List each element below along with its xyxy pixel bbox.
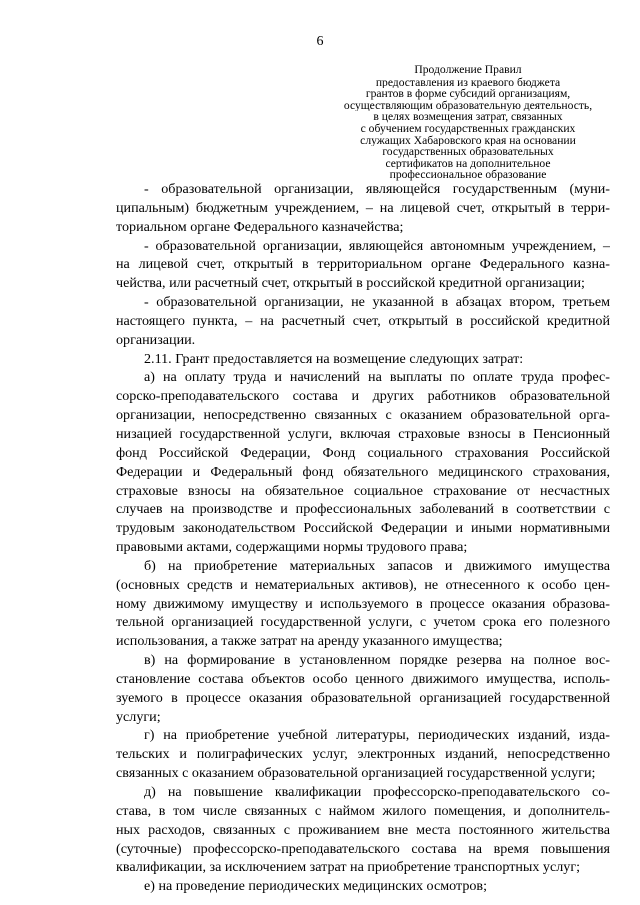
paragraph	[116, 651, 610, 726]
text-line: организации, непосредственно связанных с оказанием образовательной орга-	[116, 407, 610, 424]
header-line: служащих Хабаровского края на основании	[360, 134, 576, 147]
text-line: низацией государственной услуги, включая страховые взносы в Пенсионный	[116, 425, 610, 442]
header-line: сертификатов на дополнительное	[385, 157, 551, 170]
text-line: ному движимому имуществу и используемого в процессе оказания образова-	[116, 595, 610, 612]
header-line: профессиональное образование	[389, 169, 547, 181]
header-line: осуществляющим образовательную деятельность,	[343, 99, 593, 112]
paragraph	[116, 877, 610, 896]
document-header	[300, 64, 636, 181]
document-body	[116, 180, 610, 896]
text-line: на лицевой счет, открытый в территориальном органе Федерального казна-	[116, 256, 610, 273]
text-line: става, в том числе связанных с наймом жилого помещения, и дополнитель-	[116, 802, 610, 819]
text-line: 2.11. Грант предоставляется на возмещение следующих затрат:	[144, 350, 524, 367]
paragraph	[116, 180, 610, 237]
text-line: (суточные) профессорско-преподавательского состава на время повышения	[116, 840, 610, 857]
paragraph	[116, 237, 610, 294]
text-line: (основных средств и нематериальных активов), не отнесенного к особо цен-	[116, 576, 610, 593]
paragraph	[116, 368, 610, 556]
header-line: государственных образовательных	[382, 146, 554, 158]
header-line: с обучением государственных гражданских	[360, 122, 576, 135]
header-line: в целях возмещения затрат, связанных	[373, 111, 563, 123]
header-title: Продолжение Правил	[414, 64, 522, 76]
text-line: г) на приобретение учебной литературы, периодических изданий, изда-	[144, 727, 610, 744]
text-line: ципальным) бюджетным учреждением, – на лицевой счет, открытый в терри-	[116, 199, 610, 216]
text-line: услуги;	[116, 708, 161, 725]
text-line: становление состава объектов особо ценного движимого имущества, исполь-	[116, 670, 610, 687]
text-line: Федерации и Федеральный фонд обязательного медицинского страхования,	[116, 463, 610, 480]
text-line: а) на оплату труда и начислений на выплаты по оплате труда профес-	[144, 369, 610, 386]
text-line: тельских и полиграфических услуг, электронных изданий, непосредственно	[116, 746, 610, 763]
text-line: д) на повышение квалификации профессорско-преподавательского со-	[144, 784, 610, 800]
text-line: квалификации, за исключением затрат на приобретение транспортных услуг;	[116, 859, 581, 876]
text-line: случаев на производстве и профессиональных заболеваний в соответствии с	[116, 501, 610, 518]
text-line: настоящего пункта, – на расчетный счет, открытый в российской кредитной	[116, 312, 610, 329]
paragraph	[116, 726, 610, 783]
text-line: организации.	[116, 331, 196, 348]
text-line: тельной организацией государственной услуги, с учетом срока его полезного	[116, 614, 610, 631]
paragraph	[116, 350, 610, 369]
text-line: связанных с оказанием образовательной организацией государственной услуги;	[116, 765, 596, 782]
text-line: ных расходов, связанных с проживанием вне места постоянного жительства	[116, 821, 610, 838]
page-number: 6	[316, 34, 324, 49]
text-line: трудовым законодательством Российской Федерации и иными нормативными	[116, 520, 610, 537]
text-line: правовыми актами, содержащими нормы трудового права;	[116, 539, 468, 556]
text-line: чейства, или расчетный счет, открытый в российской кредитной организации;	[116, 275, 585, 292]
text-line: фонд Российской Федерации, Фонд социального страхования Российской	[116, 444, 610, 461]
text-line: - образовательной организации, являющейся автономным учреждением, –	[144, 237, 610, 254]
text-line: ториальном органе Федерального казначейства;	[116, 218, 404, 235]
header-line: грантов в форме субсидий организациям,	[365, 88, 571, 100]
text-line: использования, а также затрат на аренду указанного имущества;	[116, 633, 503, 650]
text-line: - образовательной организации, не указанной в абзацах втором, третьем	[144, 294, 610, 311]
paragraph	[116, 783, 610, 877]
text-line: е) на проведение периодических медицинских осмотров;	[144, 878, 487, 895]
paragraph	[116, 557, 610, 651]
text-line: сорско-преподавательского состава и других работников образовательной	[116, 388, 610, 405]
text-line: в) на формирование в установленном порядке резерва на полное вос-	[144, 652, 610, 669]
text-line: зуемого в процессе оказания образовательной организацией государственной	[116, 689, 610, 706]
text-line: б) на приобретение материальных запасов и движимого имущества	[144, 557, 610, 574]
paragraph	[116, 293, 610, 350]
header-line: предоставления из краевого бюджета	[375, 76, 561, 89]
text-line: - образовательной организации, являющейся государственным (муни-	[144, 181, 610, 197]
text-line: страховые взносы на обязательное социальное страхование от несчастных	[116, 482, 610, 499]
